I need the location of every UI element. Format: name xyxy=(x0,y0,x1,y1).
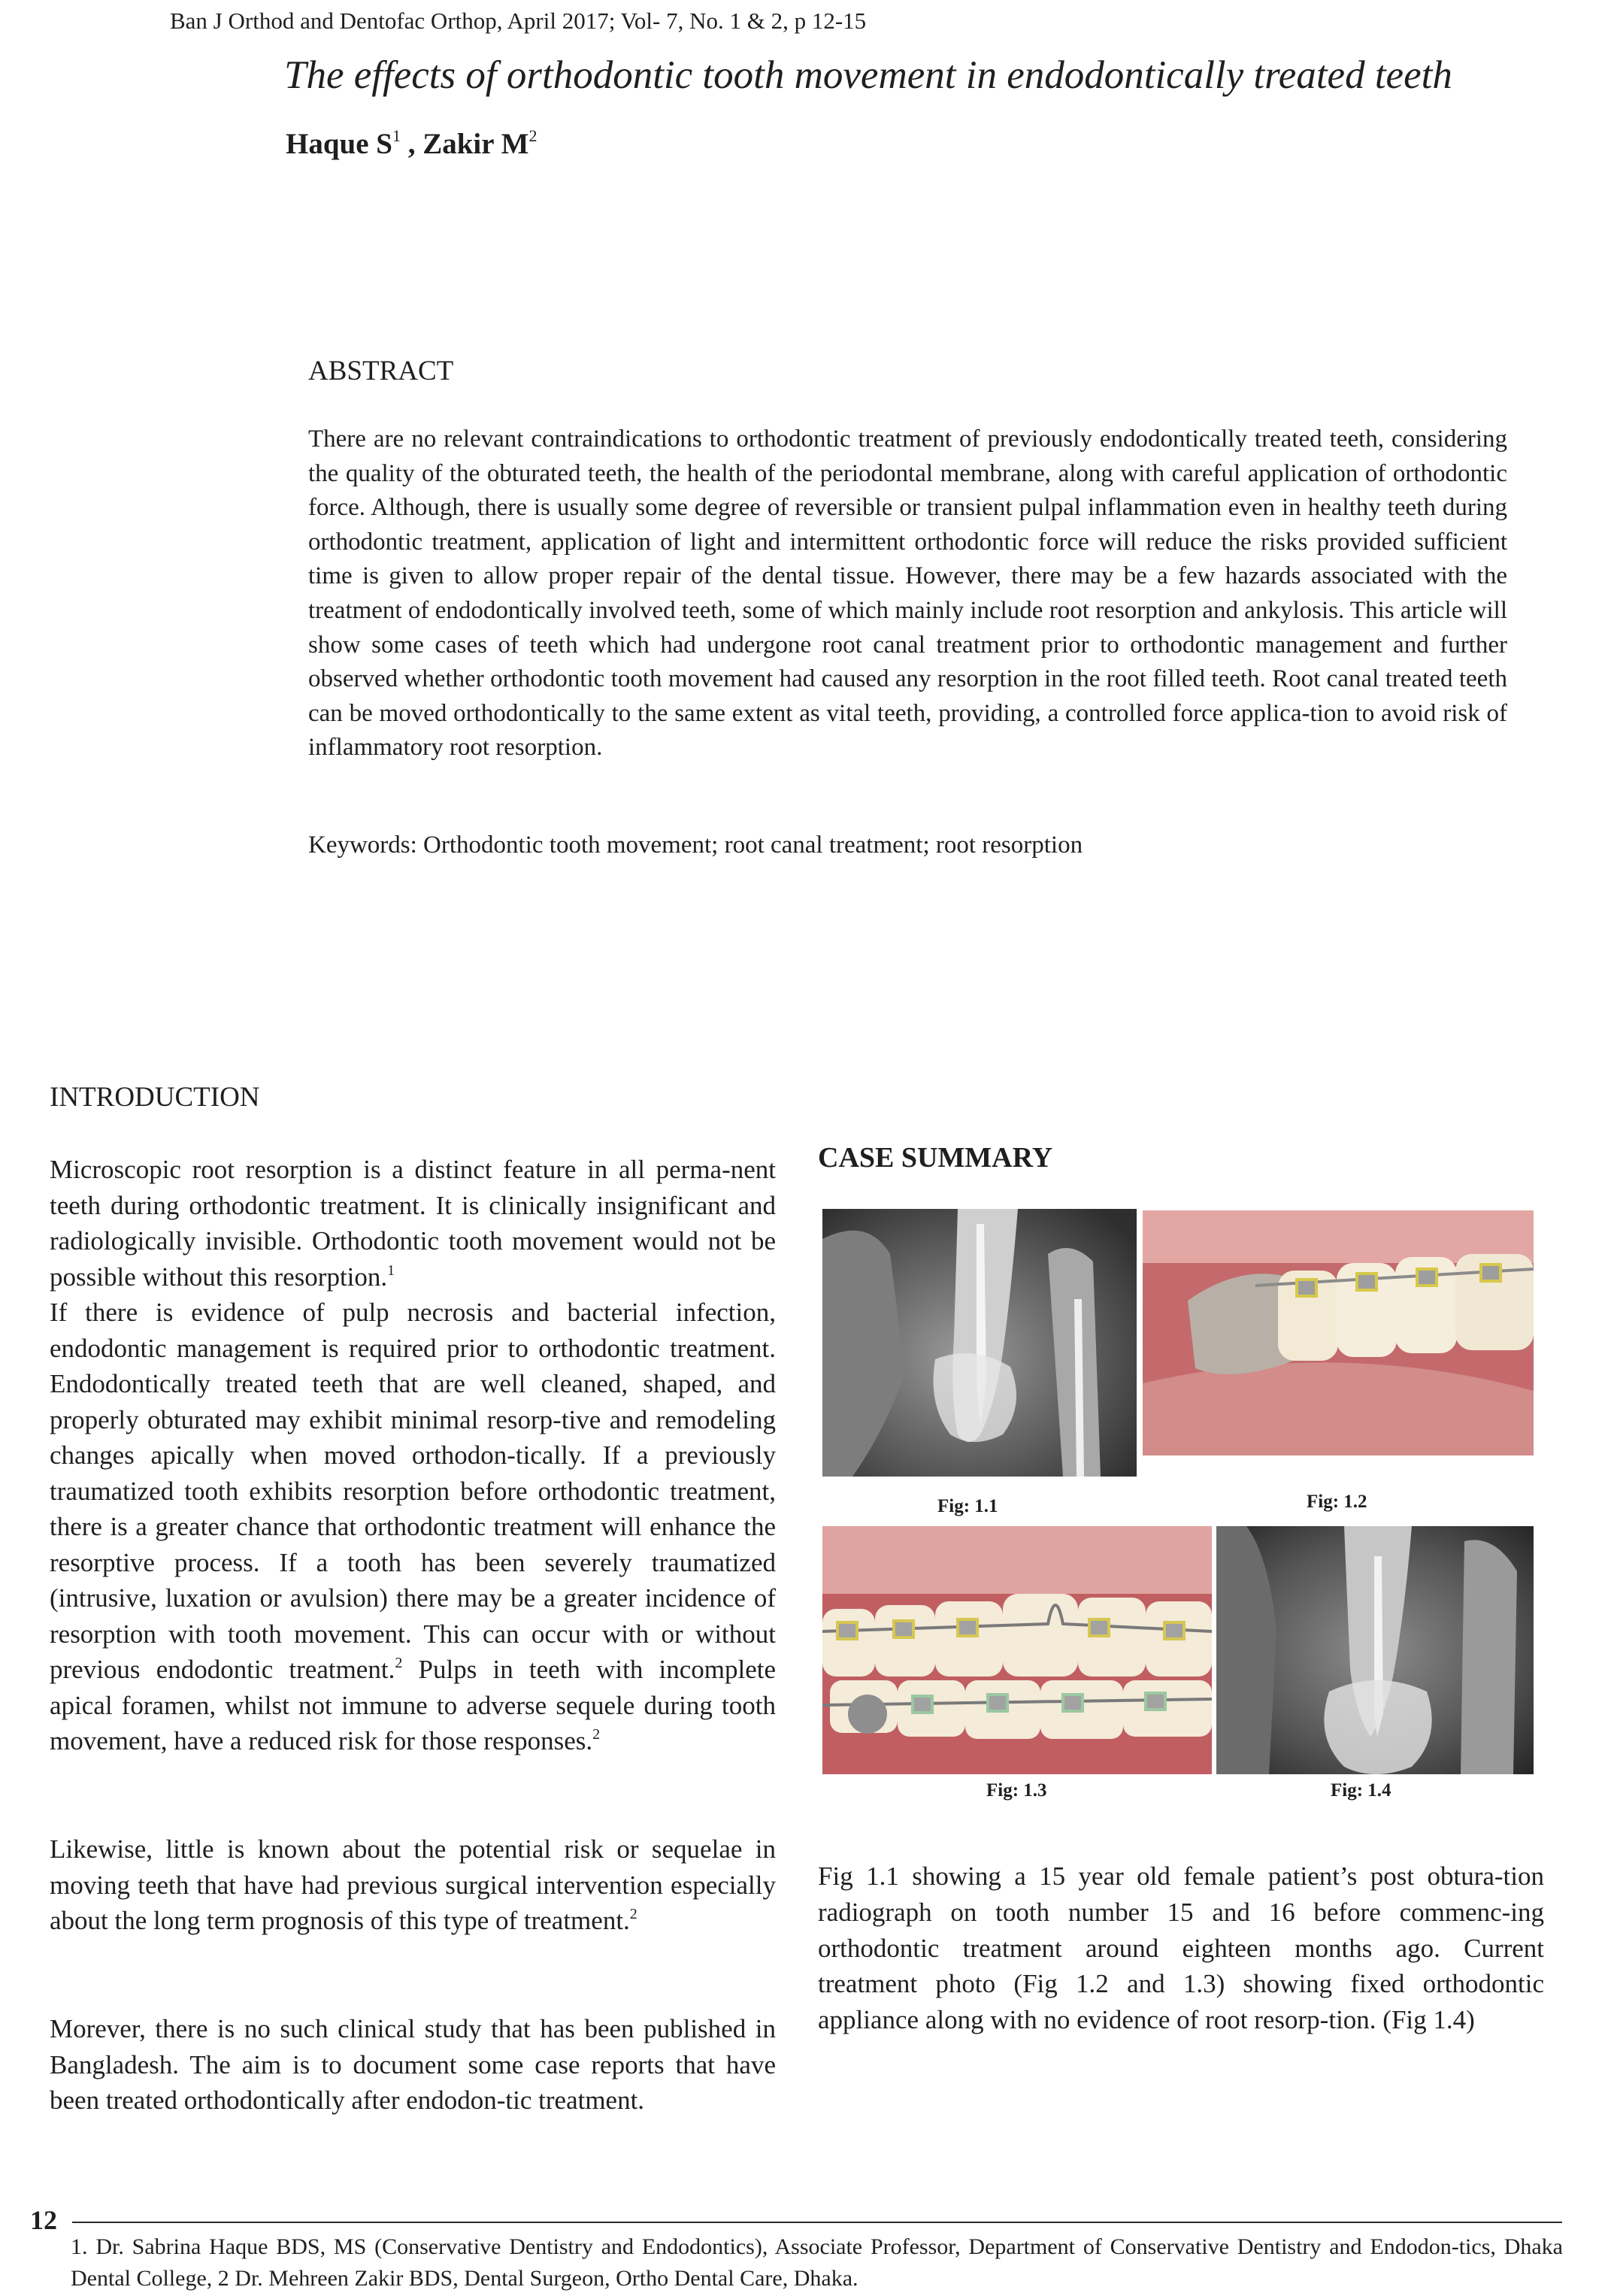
radiograph-image xyxy=(822,1209,1137,1477)
introduction-text xyxy=(50,1295,776,1759)
intraoral-photo xyxy=(1143,1210,1534,1455)
figure-1-3-caption: Fig: 1.3 xyxy=(986,1780,1047,1801)
intro-text-segment: Pulps in teeth with incomplete apical foramen, whilst not immune to adverse sequele during tooth movement, have a reduced risk for those responses. xyxy=(50,1655,776,1755)
figure-1-3-photo xyxy=(822,1526,1212,1774)
introduction-text xyxy=(50,1831,776,1939)
introduction-text xyxy=(50,1152,776,1295)
abstract-heading: ABSTRACT xyxy=(308,356,454,386)
intraoral-photo xyxy=(822,1526,1212,1774)
introduction-paragraph-1 xyxy=(50,1152,776,1759)
page-number: 12 xyxy=(30,2205,57,2235)
intro-text-segment: Microscopic root resorption is a distinct feature in all perma-nent teeth during orthodontic treatment. It is clinically insignificant and radiologically invisible. Orthodontic tooth movement would not be possible without this resorption. xyxy=(50,1155,776,1292)
citation-ref: 2 xyxy=(629,1906,637,1922)
author-footnote: 1. Dr. Sabrina Haque BDS, MS (Conservative Dentistry and Endodontics), Associate Professor, Department of Conservative Dentistry and Endodon-tics, Dhaka Dental College, 2 Dr. Mehreen Zakir BDS, Dental Surgeon, Ortho Dental Care, Dhaka. xyxy=(71,2234,1563,2291)
citation-ref: 2 xyxy=(395,1655,403,1671)
introduction-text: Morever, there is no such clinical study that has been published in Bangladesh. The aim is to document some case reports that have been treated orthodontically after endodon-tic treatment. xyxy=(50,2014,776,2115)
author-name: Zakir M xyxy=(422,128,529,160)
case-summary-description: Fig 1.1 showing a 15 year old female patient’s post obtura-tion radiograph on tooth number 15 and 16 before commenc-ing orthodontic treatment around eighteen months ago. Current treatment photo (Fig 1.2 and 1.3) showing fixed orthodontic appliance along with no evidence of root resorp-tion. (Fig 1.4) xyxy=(818,1861,1544,2035)
introduction-paragraph-3 xyxy=(50,2011,776,2119)
figure-1-4-radiograph xyxy=(1216,1526,1534,1774)
author-name: Haque S xyxy=(286,128,392,160)
citation-ref: 2 xyxy=(592,1726,601,1743)
article-title: The effects of orthodontic tooth movement in endodontically treated teeth xyxy=(284,53,1452,97)
author-affiliation-mark: 1 xyxy=(392,126,401,145)
abstract-body: There are no relevant contraindications to orthodontic treatment of previously endodontically treated teeth, considering the quality of the obturated teeth, the health of the periodontal membrane, along with careful application of orthodontic force. Although, there is usually some degree of reversible or transient pulpal inflammation even in healthy teeth during orthodontic treatment, application of light and intermittent orthodontic force will reduce the risks provided sufficient time is given to allow proper repair of the dental tissue. However, there may be a few hazards associated with the treatment of endodontically involved teeth, some of which mainly include root resorption and ankylosis. This article will show some cases of teeth which had undergone root canal treatment prior to orthodontic management and further observed whether orthodontic tooth movement had caused any resorption in the root filled teeth. Root canal treated teeth can be moved orthodontically to the same extent as vital teeth, providing, a controlled force applica-tion to avoid risk of inflammatory root resorption. xyxy=(308,426,1507,762)
intro-text-segment: Likewise, little is known about the potential risk or sequelae in moving teeth that have had previous surgical intervention especially about the long term prognosis of this type of treatment. xyxy=(50,1834,776,1935)
introduction-heading: INTRODUCTION xyxy=(50,1082,260,1113)
figure-1-2-caption: Fig: 1.2 xyxy=(1307,1492,1367,1512)
figure-1-1-radiograph xyxy=(822,1209,1137,1477)
author-affiliation-mark: 2 xyxy=(528,126,538,145)
case-summary-heading: CASE SUMMARY xyxy=(818,1142,1053,1174)
author-line xyxy=(286,126,537,161)
figure-1-2-photo xyxy=(1143,1210,1534,1455)
intro-text-segment: If there is evidence of pulp necrosis and bacterial infection, endodontic management is required prior to orthodontic treatment. Endodontically treated teeth that are well cleaned, shaped, and properly obturated may exhibit minimal resorp-tive and remodeling changes apically when moved orthodon-tically. If a previously traumatized tooth exhibits resorption before orthodontic treatment, there is a greater chance that orthodontic treatment will enhance the resorptive process. If a tooth has been severely traumatized (intrusive, luxation or avulsion) there may be a greater incidence of resorption with tooth movement. This can occur with or without previous endodontic treatment. xyxy=(50,1298,776,1684)
author-separator: , xyxy=(400,128,423,160)
footnote-divider xyxy=(72,2222,1562,2223)
figure-1-4-caption: Fig: 1.4 xyxy=(1331,1780,1391,1801)
figure-1-1-caption: Fig: 1.1 xyxy=(937,1496,998,1516)
running-head: Ban J Orthod and Dentofac Orthop, April 2017; Vol- 7, No. 1 & 2, p 12-15 xyxy=(170,8,867,34)
keywords: Keywords: Orthodontic tooth movement; root canal treatment; root resorption xyxy=(308,831,1083,859)
citation-ref: 1 xyxy=(387,1262,395,1279)
introduction-paragraph-2 xyxy=(50,1831,776,1939)
radiograph-image xyxy=(1216,1526,1534,1774)
